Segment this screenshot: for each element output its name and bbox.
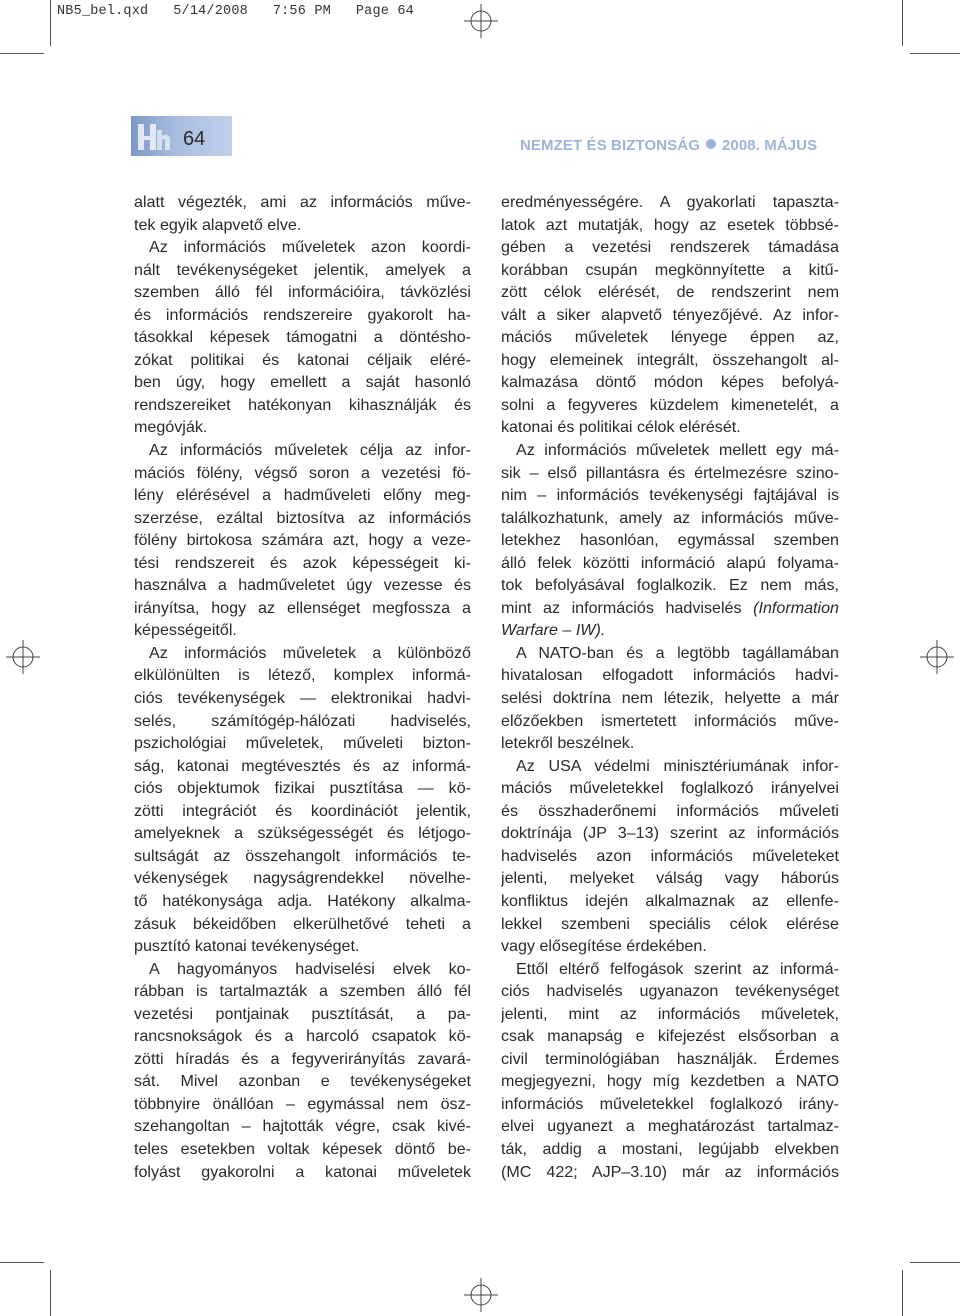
journal-logo-icon: [135, 120, 171, 154]
text-line: és információs rendszereire gyakorolt ha-: [134, 305, 471, 324]
text-line: tési rendszereit és azok képességeit ki-: [134, 553, 471, 572]
left-text-column: [134, 191, 471, 1183]
text-line: jelenti, melyeket válság vagy háborús: [501, 869, 839, 888]
text-line: nim – információs tevékenységi fajtájával is: [501, 486, 839, 505]
text-line: ciós hadviselés ugyanazon tevékenységet: [501, 982, 839, 1001]
registration-mark-icon: [6, 640, 40, 674]
text-line: A NATO-ban és a legtöbb tagállamában: [516, 643, 839, 662]
text-line: tásokkal képesek támogatni a döntésho-: [134, 328, 471, 347]
text-line: doktrínája (JP 3–13) szerint az információs: [501, 824, 839, 843]
text-line: ciós tevékenységek — elektronikai hadvi-: [134, 689, 471, 708]
text-line: sik – első pillantásra és értelmezésre szino-: [501, 463, 839, 482]
text-line: vagy elősegítése érdekében.: [501, 937, 707, 956]
text-line: zásuk békeidőben elkerülhetővé teheti a: [134, 914, 471, 933]
text-line: csak manapság e kifejezést elsősorban a: [501, 1027, 839, 1046]
text-line: eredményességére. A gyakorlati tapaszta-: [501, 193, 839, 211]
text-line: folyást gyakorolni a katonai műveletek: [134, 1162, 471, 1181]
issue-date: 2008. MÁJUS: [721, 137, 818, 154]
text-line: Warfare – IW).: [501, 621, 606, 640]
text-line: rábban is tartalmazták a szemben álló fél: [134, 982, 471, 1001]
text-line: zött célok elérését, de rendszerint nem: [501, 283, 839, 302]
text-line: szerzése, ezáltal biztosítva az információs: [134, 508, 471, 527]
registration-mark-icon: [464, 4, 498, 38]
text-line: információs műveletekkel foglalkozó irány-: [501, 1094, 839, 1113]
text-line: és összhaderőnemi információs műveleti: [501, 801, 839, 820]
text-line: pszichológiai műveletek, műveleti bizton-: [134, 734, 471, 753]
text-line: gében a vezetési rendszerek támadása: [501, 238, 839, 257]
text-line: megjegyezni, hogy míg kezdetben a NATO: [501, 1072, 839, 1091]
text-line: szemben álló fél információira, távközlési: [134, 283, 471, 302]
text-line: zötti integrációt és koordinációt jelentik,: [134, 801, 471, 820]
text-line: hivatalosan elfogadott információs hadvi-: [501, 666, 839, 685]
crop-mark: [902, 0, 903, 46]
text-line: (MC 422; AJP–3.10) már az információs: [501, 1162, 839, 1181]
bullet-dot-icon: [706, 139, 716, 149]
text-line: katonai és politikai célok elérését.: [501, 418, 741, 437]
text-line: tek egyik alapvető elve.: [134, 215, 302, 234]
text-line: Az USA védelmi minisztériumának infor-: [516, 756, 839, 775]
text-line: fölény birtokosa számára azt, hogy a veze-: [134, 531, 471, 550]
text-line: rendszereiket hatékonyan kihasználják és: [134, 395, 471, 414]
text-line: mint az információs hadviselés (Information: [501, 598, 839, 617]
text-line: Az információs műveletek a különböző: [149, 643, 471, 662]
text-line: A hagyományos hadviselési elvek ko-: [149, 959, 471, 978]
text-line: mációs műveletekkel foglalkozó irányelvei: [501, 779, 839, 798]
text-line: vált a siker alapvető tényezőjévé. Az infor-: [501, 305, 839, 324]
text-line: selés, számítógép-hálózati hadviselés,: [134, 711, 471, 730]
text-line: lekkel szembeni speciális célok elérése: [501, 914, 839, 933]
text-line: tok befolyásával foglalkozik. Ez nem más,: [501, 576, 839, 595]
text-line: mációs fölény, végső soron a vezetési fö-: [134, 463, 471, 482]
text-line: képességeitől.: [134, 621, 237, 640]
text-line: elkülönülten is létező, komplex informá-: [134, 666, 471, 685]
printer-slug: NB5_bel.qxd 5/14/2008 7:56 PM Page 64: [57, 4, 414, 19]
registration-mark-icon: [920, 640, 954, 674]
text-line: korábban csupán megkönnyítette a kitű-: [501, 260, 839, 279]
text-line: használva a hadműveletet úgy vezesse és: [134, 576, 471, 595]
text-line: pusztító katonai tevékenységet.: [134, 937, 360, 956]
text-line: zötti híradás és a fegyverirányítás zavará-: [134, 1049, 471, 1068]
text-line: Az információs műveletek célja az infor-: [149, 441, 471, 460]
crop-mark: [50, 0, 51, 46]
text-line: előzőekben ismertetett információs műve-: [501, 711, 839, 730]
text-line: hadviselés azon információs műveleteket: [501, 846, 839, 865]
crop-mark: [50, 1270, 51, 1316]
text-line: megóvják.: [134, 418, 208, 437]
text-line: rancsnokságok és a harcoló csapatok kö-: [134, 1027, 471, 1046]
page-number: 64: [183, 128, 206, 150]
text-line: kalmazása döntő módon képes befolyá-: [501, 373, 839, 392]
text-line: ciós objektumok fizikai pusztítása — kö-: [134, 779, 471, 798]
text-line: latok azt mutatják, hogy az esetek többsé-: [501, 215, 839, 234]
text-line: irányítsa, hogy az ellenséget megfossza a: [134, 598, 471, 617]
text-line: találkozhatunk, amely az információs műve-: [501, 508, 839, 527]
text-line: Az információs műveletek mellett egy má-: [516, 441, 839, 460]
text-line: ság, katonai megtévesztés és az informá-: [134, 756, 471, 775]
text-line: sát. Mivel azonban e tevékenységeket: [134, 1072, 471, 1091]
text-line: nált tevékenységeket jelentik, amelyek a: [134, 260, 471, 279]
text-line: teles esetekben voltak képesek döntő be-: [134, 1139, 471, 1158]
text-line: Ettől eltérő felfogások szerint az informá-: [516, 959, 839, 978]
text-line: tő hatékonysága adja. Hatékony alkalma-: [134, 891, 471, 910]
text-line: vezetési pontjainak pusztítását, a pa-: [134, 1004, 471, 1023]
text-line: ben úgy, hogy emellett a saját hasonló: [134, 373, 471, 392]
text-line: Az információs műveletek azon koordi-: [149, 238, 471, 257]
text-line: elvei ugyanezt a meghatározást tartalmaz-: [501, 1117, 839, 1136]
text-line: civil terminológiában használják. Érdemes: [501, 1049, 839, 1068]
text-line: többnyire önállóan – egymással nem ösz-: [134, 1094, 471, 1113]
crop-mark: [0, 53, 44, 54]
text-line: sultságát az összehangolt információs te-: [134, 846, 471, 865]
text-line: letekről beszélnek.: [501, 734, 635, 753]
crop-mark: [902, 1270, 903, 1316]
text-line: szehangoltan – hajtották végre, csak kivé-: [134, 1117, 471, 1136]
crop-mark: [0, 1262, 44, 1263]
crop-mark: [910, 1262, 960, 1263]
text-line: lény elérésével a hadműveleti előny meg-: [134, 486, 471, 505]
journal-name: NEMZET ÉS BIZTONSÁG: [520, 137, 700, 154]
text-line: selési doktrína nem létezik, helyette a már: [501, 689, 839, 708]
text-line: vékenységek nagyságrendekkel növelhe-: [134, 869, 471, 888]
text-line: mációs műveletek lényege éppen az,: [501, 328, 839, 347]
text-line: hogy elemeinek integrált, összehangolt al-: [501, 350, 839, 369]
text-line: álló felek közötti információ alapú folyama-: [501, 553, 839, 572]
text-line: solni a fegyveres küzdelem kimenetelét, a: [501, 395, 839, 414]
text-line: letekhez hasonlóan, egymással szemben: [501, 531, 839, 550]
right-text-column: [501, 191, 839, 1183]
text-line: amelyeknek a szükségességét és létjogo-: [134, 824, 471, 843]
text-line: zókat politikai és katonai céljaik eléré-: [134, 350, 471, 369]
text-line: jelenti, mint az információs műveletek,: [501, 1004, 839, 1023]
registration-mark-icon: [464, 1278, 498, 1312]
crop-mark: [910, 53, 960, 54]
running-header: [520, 137, 817, 154]
text-line: alatt végezték, ami az információs műve-: [134, 193, 471, 211]
text-line: konfliktus idején alkalmaznak az ellenfe-: [501, 891, 839, 910]
text-line: ták, addig a mostani, legújabb elvekben: [501, 1139, 839, 1158]
